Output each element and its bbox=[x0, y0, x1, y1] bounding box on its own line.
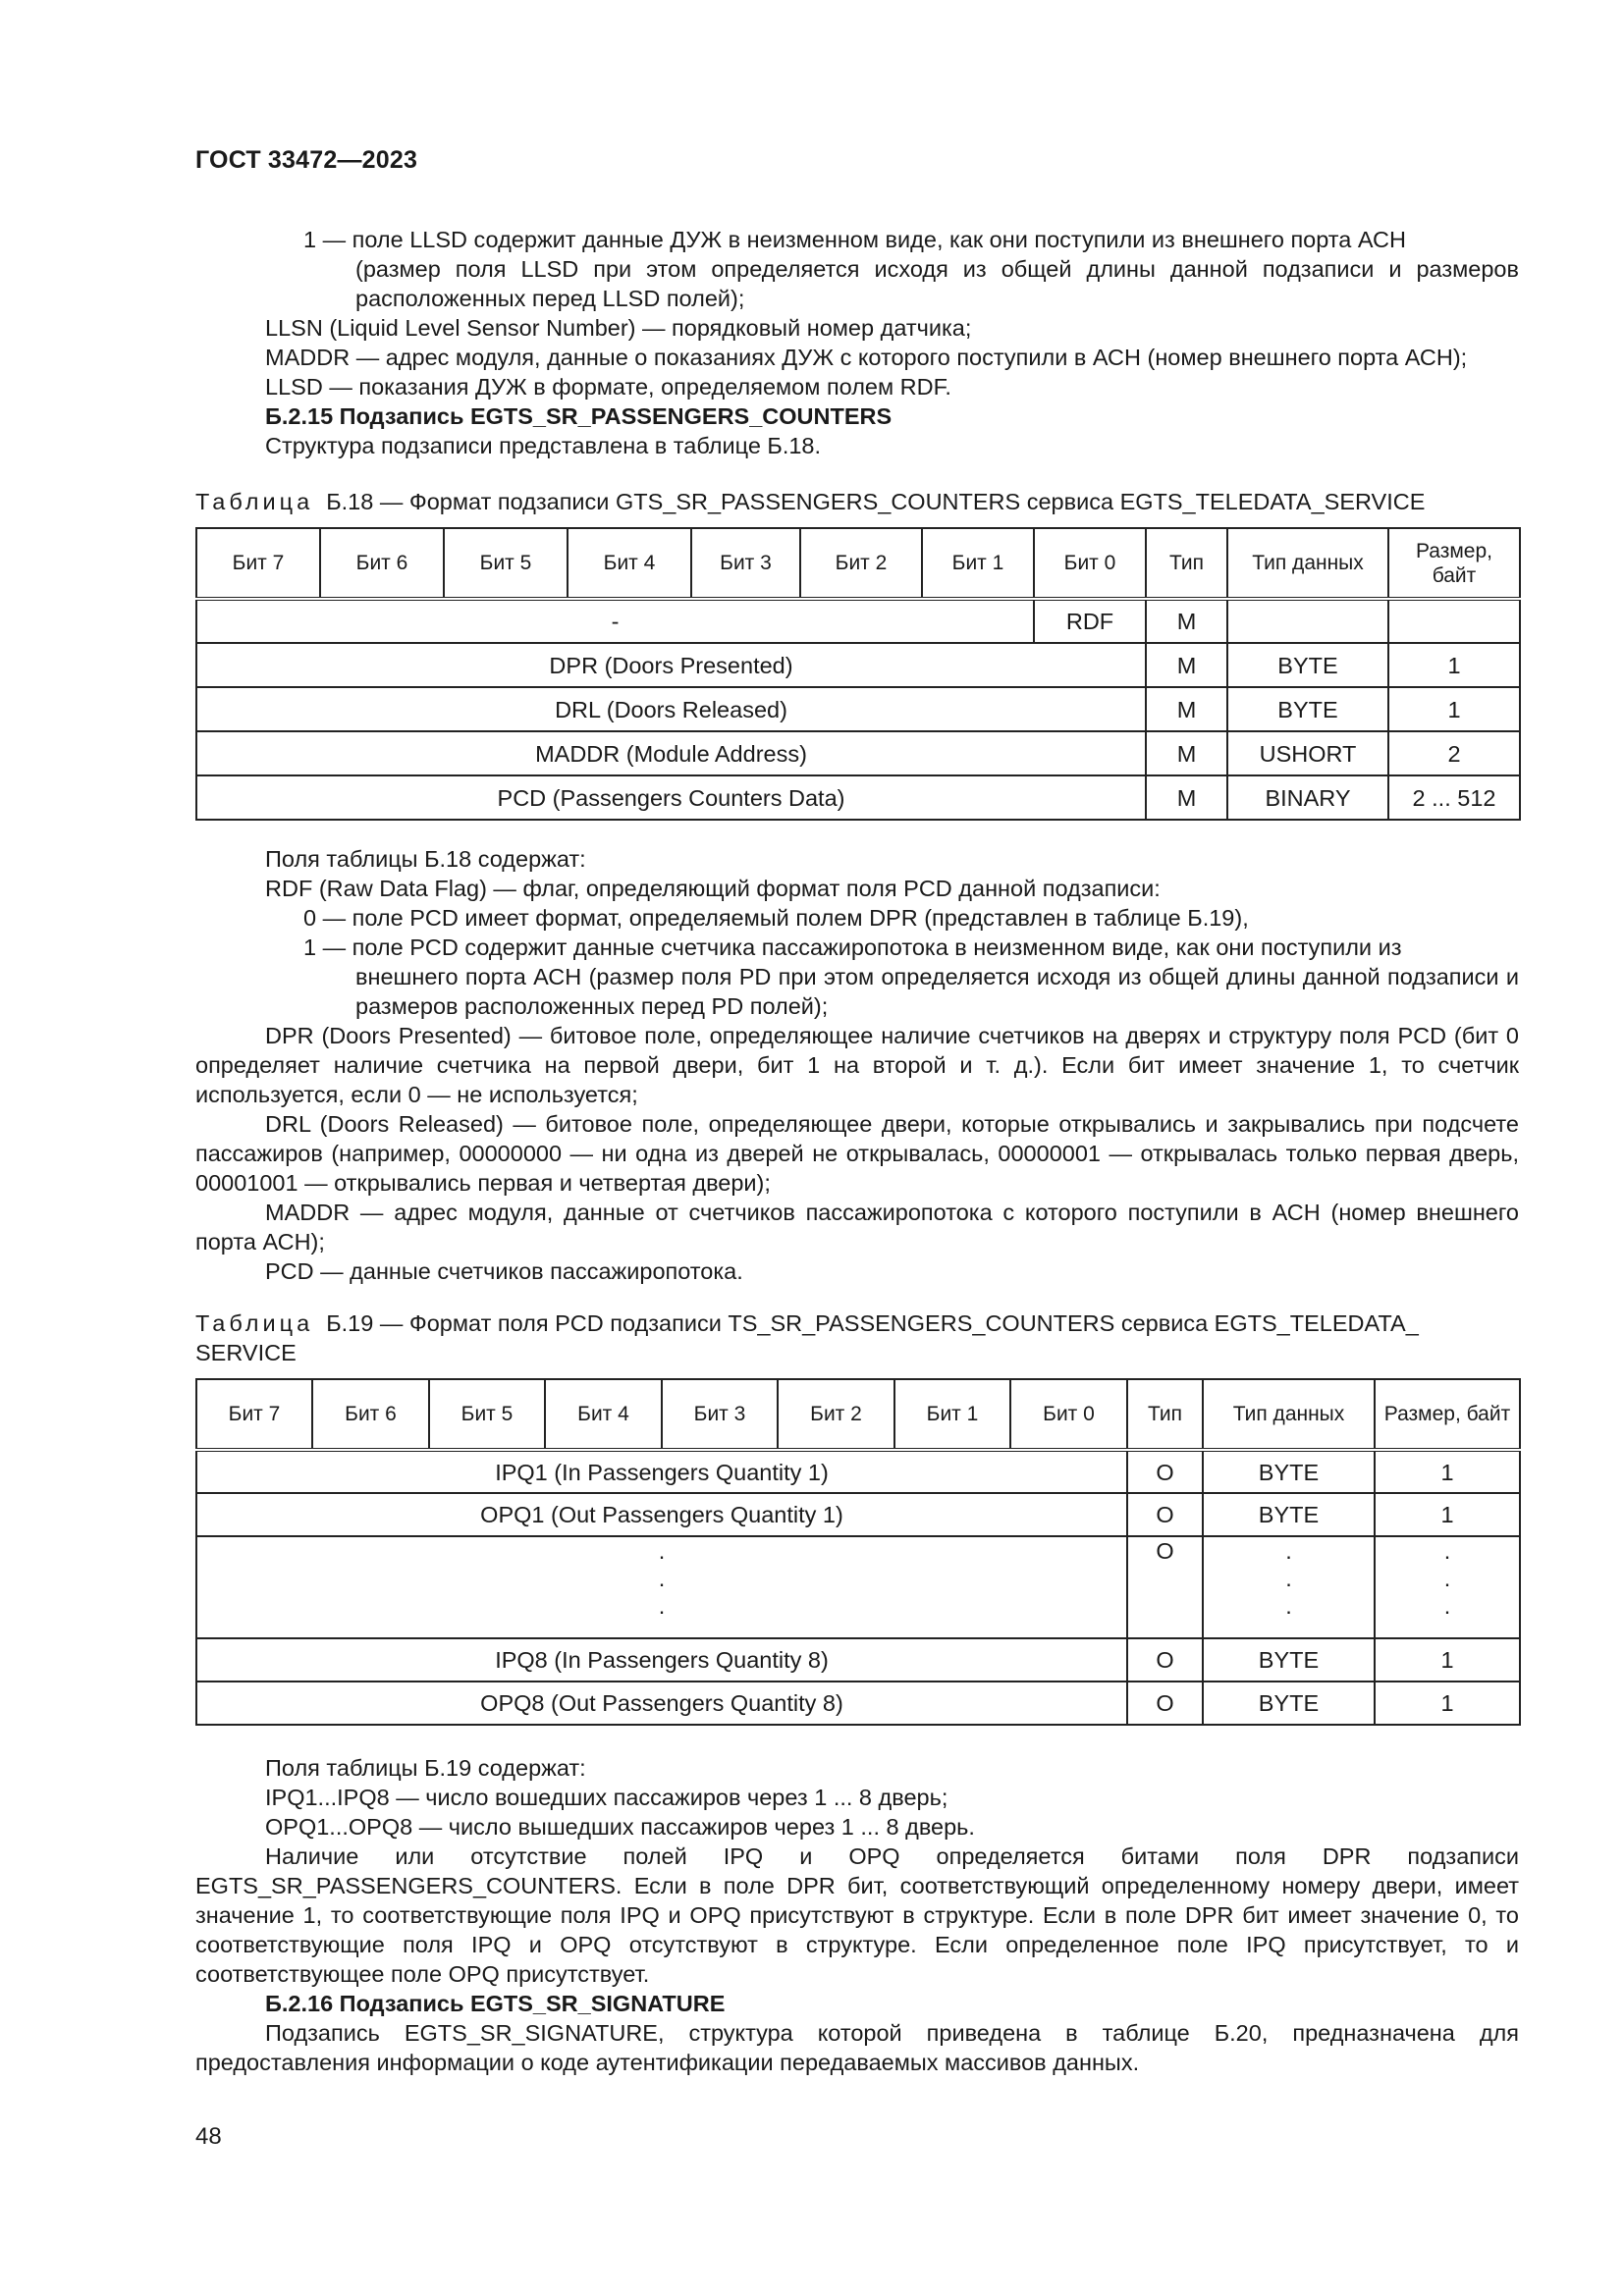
intro-item-1 bbox=[303, 225, 1519, 313]
table19-dtype-cell: BYTE bbox=[1203, 1493, 1375, 1536]
table18-header-cell: Бит 1 bbox=[922, 528, 1034, 599]
table19-type-cell: O bbox=[1127, 1638, 1203, 1682]
table19-caption-word: Таблица bbox=[195, 1310, 314, 1336]
table19-header-cell: Бит 5 bbox=[429, 1379, 545, 1450]
table19-header-cell: Бит 6 bbox=[312, 1379, 429, 1450]
rdf-option-1-line: 1 — поле PCD содержит данные счетчика пассажиропотока в неизменном виде, как они поступили из bbox=[303, 934, 1402, 960]
table18-row bbox=[196, 687, 1520, 731]
table-b19 bbox=[195, 1378, 1521, 1726]
page-number: 48 bbox=[195, 2123, 222, 2150]
table18-header-cell: Тип bbox=[1146, 528, 1227, 599]
table19-size-cell: 1 bbox=[1375, 1450, 1520, 1493]
table18-name-cell: DPR (Doors Presented) bbox=[196, 643, 1146, 687]
table18-dtype-cell bbox=[1227, 599, 1388, 643]
table18-row bbox=[196, 643, 1520, 687]
table18-header-cell: Бит 7 bbox=[196, 528, 320, 599]
table19-header-cell: Бит 1 bbox=[894, 1379, 1010, 1450]
table19-header-cell: Бит 0 bbox=[1010, 1379, 1127, 1450]
pcd-description: PCD — данные счетчиков пассажиропотока. bbox=[265, 1258, 743, 1284]
table18-header-cell: Размер, байт bbox=[1388, 528, 1520, 599]
table19-row bbox=[196, 1450, 1520, 1493]
table19-header-cell: Размер, байт bbox=[1375, 1379, 1520, 1450]
maddr-description: MADDR — адрес модуля, данные о показаниях ДУЖ с которого поступили в АСН (номер внешнего порта АСН); bbox=[265, 345, 1468, 370]
opq-description: OPQ1...OPQ8 — число вышедших пассажиров через 1 ... 8 дверь. bbox=[265, 1814, 975, 1840]
table19-header-cell: Тип bbox=[1127, 1379, 1203, 1450]
table19-dtype-cell: BYTE bbox=[1203, 1638, 1375, 1682]
section-b215-text: Структура подзаписи представлена в таблице Б.18. bbox=[265, 433, 822, 458]
table19-ellipsis-row bbox=[196, 1536, 1520, 1638]
table18-size-cell: 2 ... 512 bbox=[1388, 775, 1520, 820]
table19-size-cell: 1 bbox=[1375, 1493, 1520, 1536]
table19-type-cell: O bbox=[1127, 1493, 1203, 1536]
table18-size-cell: 2 bbox=[1388, 731, 1520, 775]
fields19-intro: Поля таблицы Б.19 содержат: bbox=[265, 1755, 586, 1781]
ipq-description: IPQ1...IPQ8 — число вошедших пассажиров через 1 ... 8 дверь; bbox=[265, 1785, 948, 1810]
table18-type-cell: M bbox=[1146, 775, 1227, 820]
rdf-description: RDF (Raw Data Flag) — флаг, определяющий формат поля PCD данной подзаписи: bbox=[265, 876, 1161, 901]
table19-name-cell: IPQ1 (In Passengers Quantity 1) bbox=[196, 1450, 1127, 1493]
intro-item-1-cont: (размер поля LLSD при этом определяется исходя из общей длины данной подзаписи и размеров расположенных перед LLSD полей); bbox=[355, 256, 1519, 311]
table19-ellipsis-name: . . . bbox=[196, 1536, 1127, 1638]
llsd-description: LLSD — показания ДУЖ в формате, определяемом полем RDF. bbox=[265, 374, 951, 400]
section-b215-heading: Б.2.15 Подзапись EGTS_SR_PASSENGERS_COUNTERS bbox=[265, 403, 893, 429]
table18-header-cell: Бит 2 bbox=[800, 528, 922, 599]
table18-type-cell: M bbox=[1146, 731, 1227, 775]
table18-name-cell: DRL (Doors Released) bbox=[196, 687, 1146, 731]
table18-header-cell: Бит 5 bbox=[444, 528, 568, 599]
table18-caption-text: Б.18 — Формат подзаписи GTS_SR_PASSENGERS_COUNTERS сервиса EGTS_TELEDATA_SERVICE bbox=[326, 489, 1426, 514]
table18-row bbox=[196, 599, 1520, 643]
table19-type-cell: O bbox=[1127, 1682, 1203, 1725]
table18-size-cell: 1 bbox=[1388, 687, 1520, 731]
dpr-description: DPR (Doors Presented) — битовое поле, определяющее наличие счетчиков на дверях и структуру поля PCD (бит 0 определяет наличие счетчика на первой двери, бит 1 на второй и т. д.). Если бит имеет значение 1, то счетчик используется, если 0 — не используется; bbox=[195, 1023, 1519, 1107]
table19-caption-text: Б.19 — Формат поля PCD подзаписи TS_SR_PASSENGERS_COUNTERS сервиса EGTS_TELEDATA_ bbox=[326, 1310, 1419, 1336]
table19-row bbox=[196, 1682, 1520, 1725]
table18-type-cell: M bbox=[1146, 643, 1227, 687]
table18-row bbox=[196, 775, 1520, 820]
table18-header-cell: Бит 0 bbox=[1034, 528, 1146, 599]
table18-dtype-cell: USHORT bbox=[1227, 731, 1388, 775]
table19-header-cell: Бит 3 bbox=[662, 1379, 778, 1450]
table19-header-cell: Бит 4 bbox=[545, 1379, 662, 1450]
table19-ellipsis-type: O bbox=[1127, 1536, 1203, 1638]
section-b216-heading: Б.2.16 Подзапись EGTS_SR_SIGNATURE bbox=[265, 1991, 726, 2016]
rdf-option-0: 0 — поле PCD имеет формат, определяемый полем DPR (представлен в таблице Б.19), bbox=[303, 905, 1249, 931]
table18-name-cell: PCD (Passengers Counters Data) bbox=[196, 775, 1146, 820]
rdf-option-1 bbox=[303, 933, 1519, 1021]
intro-item-1-line: 1 — поле LLSD содержит данные ДУЖ в неизменном виде, как они поступили из внешнего порта АСН bbox=[303, 227, 1406, 252]
table19-header-cell: Тип данных bbox=[1203, 1379, 1375, 1450]
table18-dtype-cell: BYTE bbox=[1227, 643, 1388, 687]
table18-rdf-cell: RDF bbox=[1034, 599, 1146, 643]
table18-type-cell: M bbox=[1146, 599, 1227, 643]
table19-caption bbox=[195, 1308, 1519, 1367]
presence-description: Наличие или отсутствие полей IPQ и OPQ определяется битами поля DPR подзаписи EGTS_SR_PASSENGERS_COUNTERS. Если в поле DPR бит, соответствующий определенному номеру двери, имеет значение 1, то соответствующие поля IPQ и OPQ присутствуют в структуре. Если в поле DPR бит имеет значение 0, то соответствующие поля IPQ и OPQ отсутствуют в структуре. Если определенное поле IPQ присутствует, то и соответствующее поле OPQ присутствует. bbox=[195, 1843, 1519, 1987]
document-header: ГОСТ 33472—2023 bbox=[195, 146, 418, 174]
table18-reserved-cell: - bbox=[196, 599, 1034, 643]
table19-size-cell: 1 bbox=[1375, 1638, 1520, 1682]
section-b216-text: Подзапись EGTS_SR_SIGNATURE, структура которой приведена в таблице Б.20, предназначена для предоставления информации о коде аутентификации передаваемых массивов данных. bbox=[195, 2020, 1519, 2075]
table18-dtype-cell: BINARY bbox=[1227, 775, 1388, 820]
table18-header-cell: Тип данных bbox=[1227, 528, 1388, 599]
table19-dtype-cell: BYTE bbox=[1203, 1682, 1375, 1725]
maddr-pcd-description: MADDR — адрес модуля, данные от счетчиков пассажиропотока с которого поступили в АСН (номер внешнего порта АСН); bbox=[195, 1200, 1519, 1255]
table19-type-cell: O bbox=[1127, 1450, 1203, 1493]
table19-header-cell: Бит 2 bbox=[778, 1379, 894, 1450]
table-b18 bbox=[195, 527, 1521, 821]
rdf-option-1-cont: внешнего порта АСН (размер поля PD при этом определяется исходя из общей длины данной подзаписи и размеров расположенных перед PD полей); bbox=[355, 964, 1519, 1019]
table19-header-row bbox=[196, 1379, 1520, 1450]
table19-header-cell: Бит 7 bbox=[196, 1379, 312, 1450]
fields18-intro: Поля таблицы Б.18 содержат: bbox=[265, 846, 586, 872]
table18-header-cell: Бит 6 bbox=[320, 528, 444, 599]
table18-header-row bbox=[196, 528, 1520, 599]
table19-caption-line2: SERVICE bbox=[195, 1340, 297, 1365]
table18-caption bbox=[195, 487, 1519, 516]
table18-header-cell: Бит 4 bbox=[568, 528, 691, 599]
table19-row bbox=[196, 1638, 1520, 1682]
table19-ellipsis-dtype: . . . bbox=[1203, 1536, 1375, 1638]
table18-name-cell: MADDR (Module Address) bbox=[196, 731, 1146, 775]
table19-row bbox=[196, 1493, 1520, 1536]
table19-name-cell: OPQ8 (Out Passengers Quantity 8) bbox=[196, 1682, 1127, 1725]
table19-ellipsis-size: . . . bbox=[1375, 1536, 1520, 1638]
table18-header-cell: Бит 3 bbox=[691, 528, 800, 599]
table18-row bbox=[196, 731, 1520, 775]
table18-dtype-cell: BYTE bbox=[1227, 687, 1388, 731]
table19-size-cell: 1 bbox=[1375, 1682, 1520, 1725]
table19-name-cell: IPQ8 (In Passengers Quantity 8) bbox=[196, 1638, 1127, 1682]
table18-size-cell bbox=[1388, 599, 1520, 643]
llsn-description: LLSN (Liquid Level Sensor Number) — порядковый номер датчика; bbox=[265, 315, 972, 341]
table18-size-cell: 1 bbox=[1388, 643, 1520, 687]
table18-type-cell: M bbox=[1146, 687, 1227, 731]
table18-caption-word: Таблица bbox=[195, 489, 314, 514]
drl-description: DRL (Doors Released) — битовое поле, определяющее двери, которые открывались и закрывались при подсчете пассажиров (например, 00000000 — ни одна из дверей не открывалась, 00000001 — открывалась только первая дверь, 00001001 — открывались первая и четвертая двери); bbox=[195, 1111, 1519, 1196]
table19-name-cell: OPQ1 (Out Passengers Quantity 1) bbox=[196, 1493, 1127, 1536]
table19-dtype-cell: BYTE bbox=[1203, 1450, 1375, 1493]
